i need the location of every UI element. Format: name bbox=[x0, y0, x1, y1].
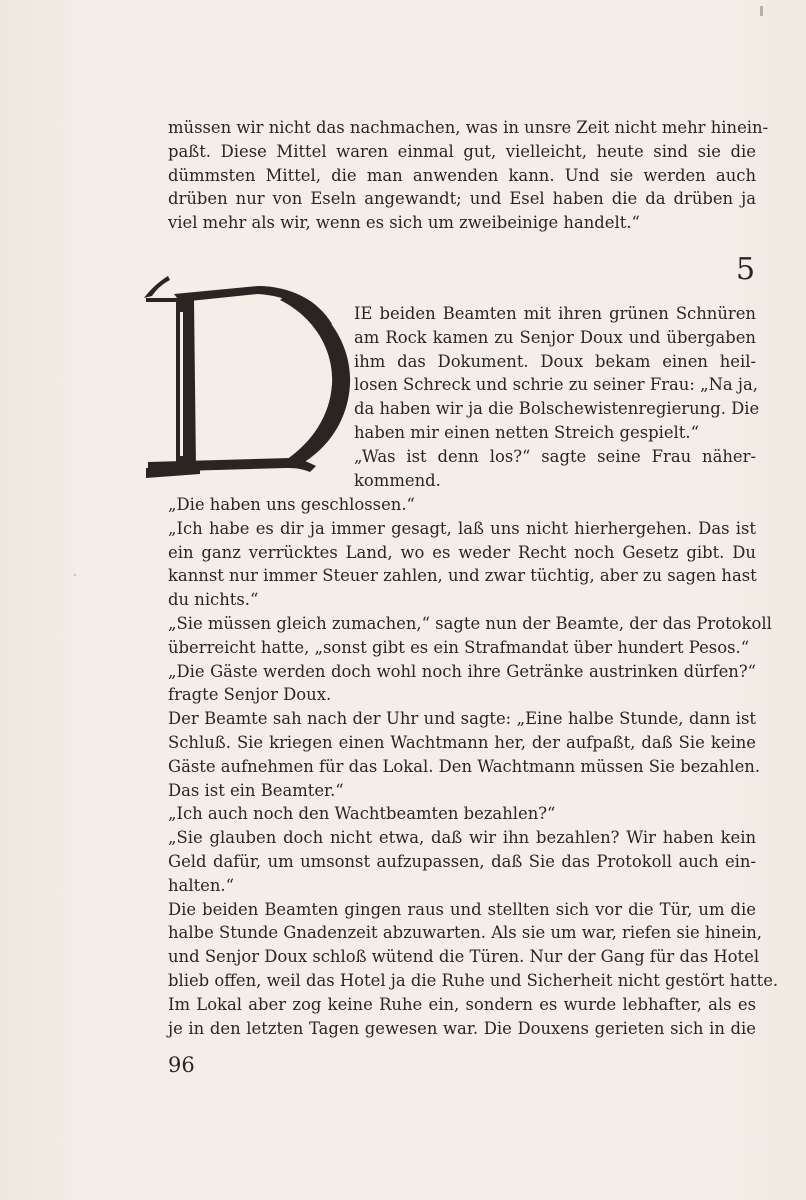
text-line: Der Beamte sah nach der Uhr und sagte: „Eine halbe Stunde, dann ist bbox=[168, 709, 756, 729]
text-line: halbe Stunde Gnadenzeit abzuwarten. Als sie um war, riefen sie hinein, bbox=[168, 923, 762, 943]
text-line: am Rock kamen zu Senjor Doux und übergaben bbox=[354, 327, 756, 347]
text-line: kannst nur immer Steuer zahlen, und zwar tüchtig, aber zu sagen hast bbox=[168, 566, 757, 586]
text-line: ein ganz verrücktes Land, wo es weder Recht noch Gesetz gibt. Du bbox=[168, 542, 756, 562]
text-line: da haben wir ja die Bolschewistenregierung. Die bbox=[354, 399, 760, 419]
text-line: Geld dafür, um umsonst aufzupassen, daß Sie das Protokoll auch ein- bbox=[168, 851, 756, 871]
chapter-number: 5 bbox=[736, 252, 756, 287]
text-line: überreicht hatte, „sonst gibt es ein Strafmandat über hundert Pesos.“ bbox=[168, 637, 750, 657]
text-line: IE beiden Beamten mit ihren grünen Schnüren bbox=[354, 304, 756, 323]
paper-speck bbox=[74, 574, 76, 576]
dropcap-d-icon bbox=[140, 272, 352, 486]
page-edge-mark bbox=[760, 6, 763, 16]
chapter-opening-paragraph bbox=[354, 302, 760, 492]
text-line: Das ist ein Beamter.“ bbox=[168, 780, 344, 800]
text-line: paßt. Diese Mittel waren einmal gut, vielleicht, heute sind sie die bbox=[168, 141, 756, 161]
text-line: Die beiden Beamten gingen raus und stellten sich vor die Tür, um die bbox=[168, 899, 756, 919]
page-number: 96 bbox=[168, 1053, 195, 1077]
text-line: losen Schreck und schrie zu seiner Frau: „Na ja, bbox=[354, 375, 758, 395]
text-line: dümmsten Mittel, die man anwenden kann. Und sie werden auch bbox=[168, 165, 756, 185]
continued-paragraph bbox=[168, 116, 769, 235]
text-line: ihm das Dokument. Doux bekam einen heil- bbox=[354, 351, 756, 371]
text-line: kommend. bbox=[354, 470, 441, 490]
text-line: und Senjor Doux schloß wütend die Türen. Nur der Gang für das Hotel bbox=[168, 947, 760, 967]
text-line: viel mehr als wir, wenn es sich um zweibeinige handelt.“ bbox=[168, 213, 640, 233]
text-line: haben mir einen netten Streich gespielt.“ bbox=[354, 422, 699, 442]
text-line: „Ich habe es dir ja immer gesagt, laß uns nicht hierhergehen. Das ist bbox=[168, 518, 756, 538]
text-line: Im Lokal aber zog keine Ruhe ein, sondern es wurde lebhafter, als es bbox=[168, 994, 756, 1014]
text-line: du nichts.“ bbox=[168, 590, 259, 610]
text-line: Gäste aufnehmen für das Lokal. Den Wachtmann müssen Sie bezahlen. bbox=[168, 756, 761, 776]
text-line: „Ich auch noch den Wachtbeamten bezahlen?“ bbox=[168, 804, 556, 824]
text-line: „Was ist denn los?“ sagte seine Frau näher- bbox=[354, 446, 756, 466]
text-line: fragte Senjor Doux. bbox=[168, 685, 332, 705]
text-line: müssen wir nicht das nachmachen, was in unsre Zeit nicht mehr hinein- bbox=[168, 118, 769, 137]
text-line: halten.“ bbox=[168, 875, 235, 895]
text-line: „Die haben uns geschlossen.“ bbox=[168, 495, 415, 514]
text-line: „Sie glauben doch nicht etwa, daß wir ihn bezahlen? Wir haben kein bbox=[168, 828, 756, 848]
text-line: drüben nur von Eseln angewandt; und Esel haben die da drüben ja bbox=[168, 189, 756, 209]
body-text bbox=[168, 493, 779, 1040]
text-line: „Die Gäste werden doch wohl noch ihre Getränke austrinken dürfen?“ bbox=[168, 661, 756, 681]
text-line: blieb offen, weil das Hotel ja die Ruhe und Sicherheit nicht gestört hatte. bbox=[168, 970, 779, 990]
text-line: je in den letzten Tagen gewesen war. Die Douxens gerieten sich in die bbox=[168, 1018, 756, 1038]
text-line: „Sie müssen gleich zumachen,“ sagte nun der Beamte, der das Protokoll bbox=[168, 613, 772, 633]
text-line: Schluß. Sie kriegen einen Wachtmann her, der aufpaßt, daß Sie keine bbox=[168, 732, 756, 752]
